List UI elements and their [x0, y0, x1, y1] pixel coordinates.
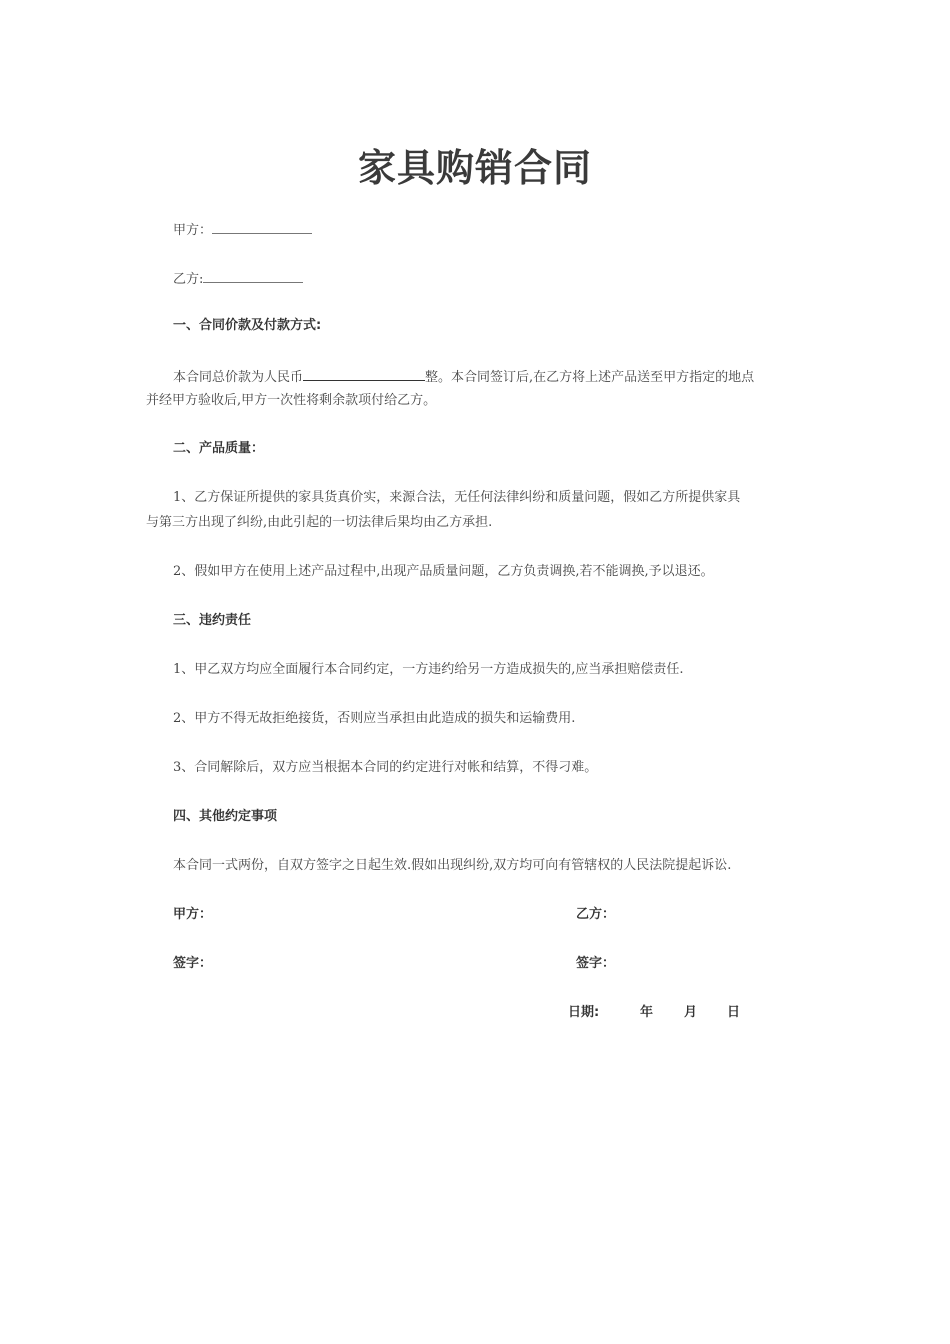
price-blank: [303, 366, 425, 381]
section-4-paragraph: 本合同一式两份，自双方签字之日起生效.假如出现纠纷,双方均可向有管辖权的人民法院提起诉讼.: [173, 858, 732, 873]
section-2-item-1-line-1: 1、乙方保证所提供的家具货真价实，来源合法，无任何法律纠纷和质量问题，假如乙方所提供家具: [173, 490, 741, 505]
section-1-paragraph-line-2: 并经甲方验收后,甲方一次性将剩余款项付给乙方。: [146, 393, 437, 408]
signature-sign-a: 签字：: [173, 956, 213, 971]
price-suffix: 整。本合同签订后,在乙方将上述产品送至甲方指定的地点: [425, 370, 755, 385]
section-2-item-1-line-2: 与第三方出现了纠纷,由此引起的一切法律后果均由乙方承担.: [146, 515, 493, 530]
signature-party-b: 乙方：: [576, 907, 616, 922]
signature-date-year: 年: [640, 1005, 654, 1020]
section-2-item-2: 2、假如甲方在使用上述产品过程中,出现产品质量问题，乙方负责调换,若不能调换,予以退还。: [173, 564, 714, 579]
party-b-line: [173, 268, 303, 290]
section-4-heading: 四、其他约定事项: [173, 809, 278, 824]
price-prefix: 本合同总价款为人民币: [173, 370, 304, 385]
signature-date-month: 月: [684, 1005, 698, 1020]
party-a-blank: [212, 219, 312, 234]
signature-party-a: 甲方：: [173, 907, 213, 922]
party-a-label: 甲方：: [173, 223, 213, 238]
section-1-heading: 一、合同价款及付款方式:: [173, 318, 322, 333]
section-3-item-2: 2、甲方不得无故拒绝接货，否则应当承担由此造成的损失和运输费用.: [173, 711, 576, 726]
document-title: 家具购销合同: [357, 145, 592, 190]
party-a-line: [173, 219, 312, 241]
signature-date-label: 日期:: [568, 1005, 600, 1020]
party-b-label: 乙方:: [173, 272, 204, 287]
section-3-item-3: 3、合同解除后，双方应当根据本合同的约定进行对帐和结算，不得刁难。: [173, 760, 598, 775]
party-b-blank: [203, 268, 303, 283]
section-1-paragraph-line-1: [173, 366, 754, 388]
signature-sign-b: 签字：: [576, 956, 616, 971]
section-3-item-1: 1、甲乙双方均应全面履行本合同约定，一方违约给另一方造成损失的,应当承担赔偿责任.: [173, 662, 684, 677]
signature-date-day: 日: [727, 1005, 741, 1020]
section-3-heading: 三、违约责任: [173, 613, 252, 628]
section-2-heading: 二、产品质量：: [173, 441, 265, 456]
